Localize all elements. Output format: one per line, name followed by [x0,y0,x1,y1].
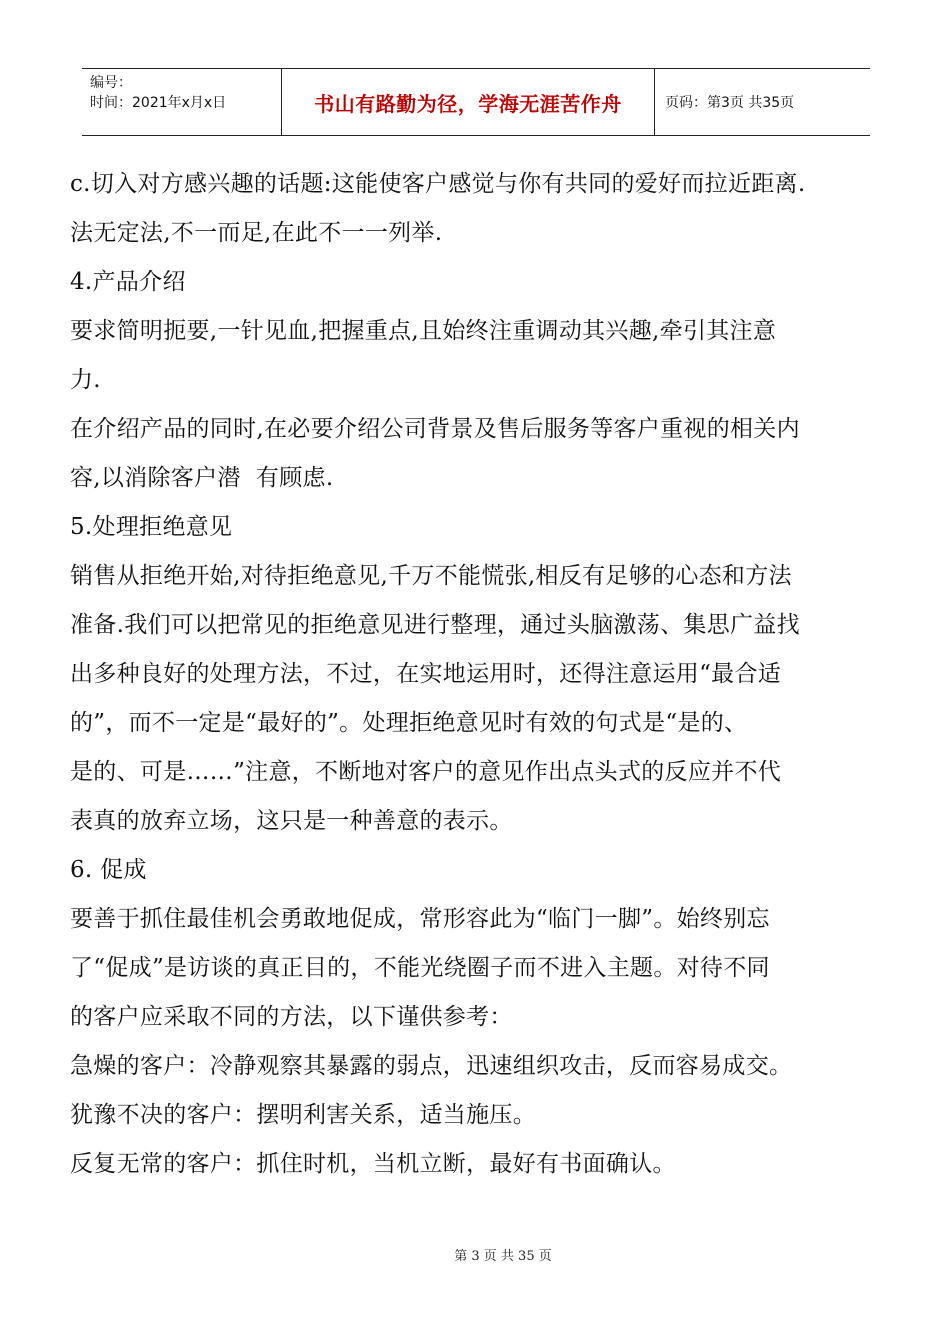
body-line: 出多种良好的处理方法，不过，在实地运用时，还得注意运用“最合适 [70,661,782,687]
section-heading: 5.处理拒绝意见 [70,514,233,540]
body-line: 急燥的客户：冷静观察其暴露的弱点，迅速组织攻击，反而容易成交。 [70,1053,793,1079]
header-page-cell [655,69,870,135]
body-line: 犹豫不决的客户：摆明利害关系，适当施压。 [70,1102,536,1128]
body-line: 要求简明扼要,一针见血,把握重点,且始终注重调动其兴趣,牵引其注意 [70,318,777,344]
header-page-number: 页码：第3页 共35页 [665,95,795,111]
body-line: 力. [70,367,101,393]
body-line: 法无定法,不一而足,在此不一一列举. [70,220,443,246]
section-heading: 4.产品介绍 [70,269,186,295]
document-date-label: 时间：2021年x月x日 [90,95,227,111]
body-line: c.切入对方感兴趣的话题:这能使客户感觉与你有共同的爱好而拉近距离. [70,171,806,197]
header-motto-cell [282,69,655,135]
section-heading: 6. 促成 [70,857,147,883]
body-line: 了“促成”是访谈的真正目的，不能光绕圈子而不进入主题。对待不同 [70,955,770,981]
body-line: 销售从拒绝开始,对待拒绝意见,千万不能慌张,相反有足够的心态和方法 [70,563,792,589]
body-line: 的”，而不一定是“最好的”。处理拒绝意见时有效的句式是“是的、 [70,710,748,736]
body-line: 是的、可是……”注意，不断地对客户的意见作出点头式的反应并不代 [70,759,782,785]
body-line: 表真的放弃立场，这只是一种善意的表示。 [70,808,513,834]
document-number-label: 编号： [90,75,132,91]
header-motto: 书山有路勤为径，学海无涯苦作舟 [314,91,622,116]
header-meta [82,69,282,135]
body-line: 的客户应采取不同的方法，以下谨供参考： [70,1004,513,1030]
body-line: 要善于抓住最佳机会勇敢地促成，常形容此为“临门一脚”。始终别忘 [70,906,770,932]
body-line: 反复无常的客户：抓住时机，当机立断，最好有书面确认。 [70,1151,676,1177]
footer-page-number: 第 3 页 共 35 页 [454,1249,552,1264]
body-line: 在介绍产品的同时,在必要介绍公司背景及售后服务等客户重视的相关内 [70,416,800,442]
page-footer [0,1245,950,1264]
page-header [82,68,870,136]
body-line: 容,以消除客户潜 有顾虑. [70,465,334,491]
document-body [70,160,882,1189]
body-line: 准备.我们可以把常见的拒绝意见进行整理，通过头脑激荡、集思广益找 [70,612,800,638]
